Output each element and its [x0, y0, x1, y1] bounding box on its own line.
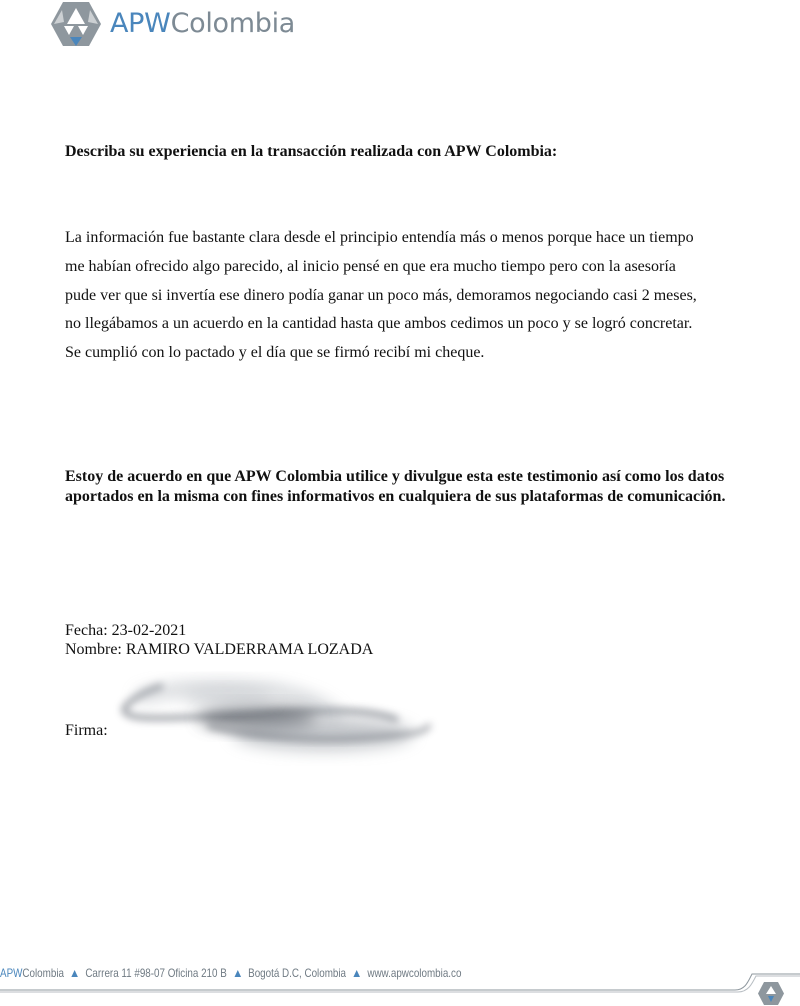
answer-line: no llegábamos a un acuerdo en la cantidad hasta que ambos cedimos un poco y se logró concretar. [65, 315, 693, 333]
footer-website[interactable]: www.apwcolombia.co [367, 966, 462, 980]
consent-statement: Estoy de acuerdo en que APW Colombia utilice y divulgue esta este testimonio así como los datos aportados en la misma con fines informativos en cualquiera de sus plataformas de comunicación. [65, 468, 726, 505]
footer-logo-icon [757, 981, 785, 1006]
triangle-separator-icon [353, 970, 360, 977]
answer-line: me habían ofrecido algo parecido, al inicio pensé en que era mucho tiempo pero con la asesoría [65, 257, 676, 275]
footer-address: Carrera 11 #98-07 Oficina 210 B [85, 966, 227, 980]
answer-line: pude ver que si invertía ese dinero podía ganar un poco más, demoramos negociando casi 2 meses, [65, 286, 697, 304]
testimonial-answer [65, 224, 765, 368]
brand-colombia: Colombia [170, 8, 296, 39]
footer-brand-colombia: Colombia [22, 966, 64, 980]
answer-line: Se cumplió con lo pactado y el día que se firmó recibí mi cheque. [65, 344, 485, 362]
name-field: Nombre: RAMIRO VALDERRAMA LOZADA [65, 641, 374, 658]
date-field: Fecha: 23-02-2021 [65, 622, 187, 639]
triangle-separator-icon [71, 970, 78, 977]
testimonial-question: Describa su experiencia en la transacción realizada con APW Colombia: [65, 143, 558, 160]
footer-brand-apw: APW [0, 966, 23, 980]
brand-apw: APW [110, 8, 171, 39]
header-logo [50, 0, 295, 48]
signature-label: Firma: [65, 722, 108, 739]
apw-hexagon-logo-icon [50, 0, 102, 48]
answer-line: La información fue bastante clara desde el principio entendía más o menos porque hace un tiempo [65, 229, 694, 246]
footer-city: Bogotá D.C, Colombia [248, 966, 347, 980]
brand-name [110, 0, 295, 48]
triangle-separator-icon [234, 970, 241, 977]
footer-contact [0, 960, 461, 986]
blurred-signature-image [108, 668, 448, 773]
